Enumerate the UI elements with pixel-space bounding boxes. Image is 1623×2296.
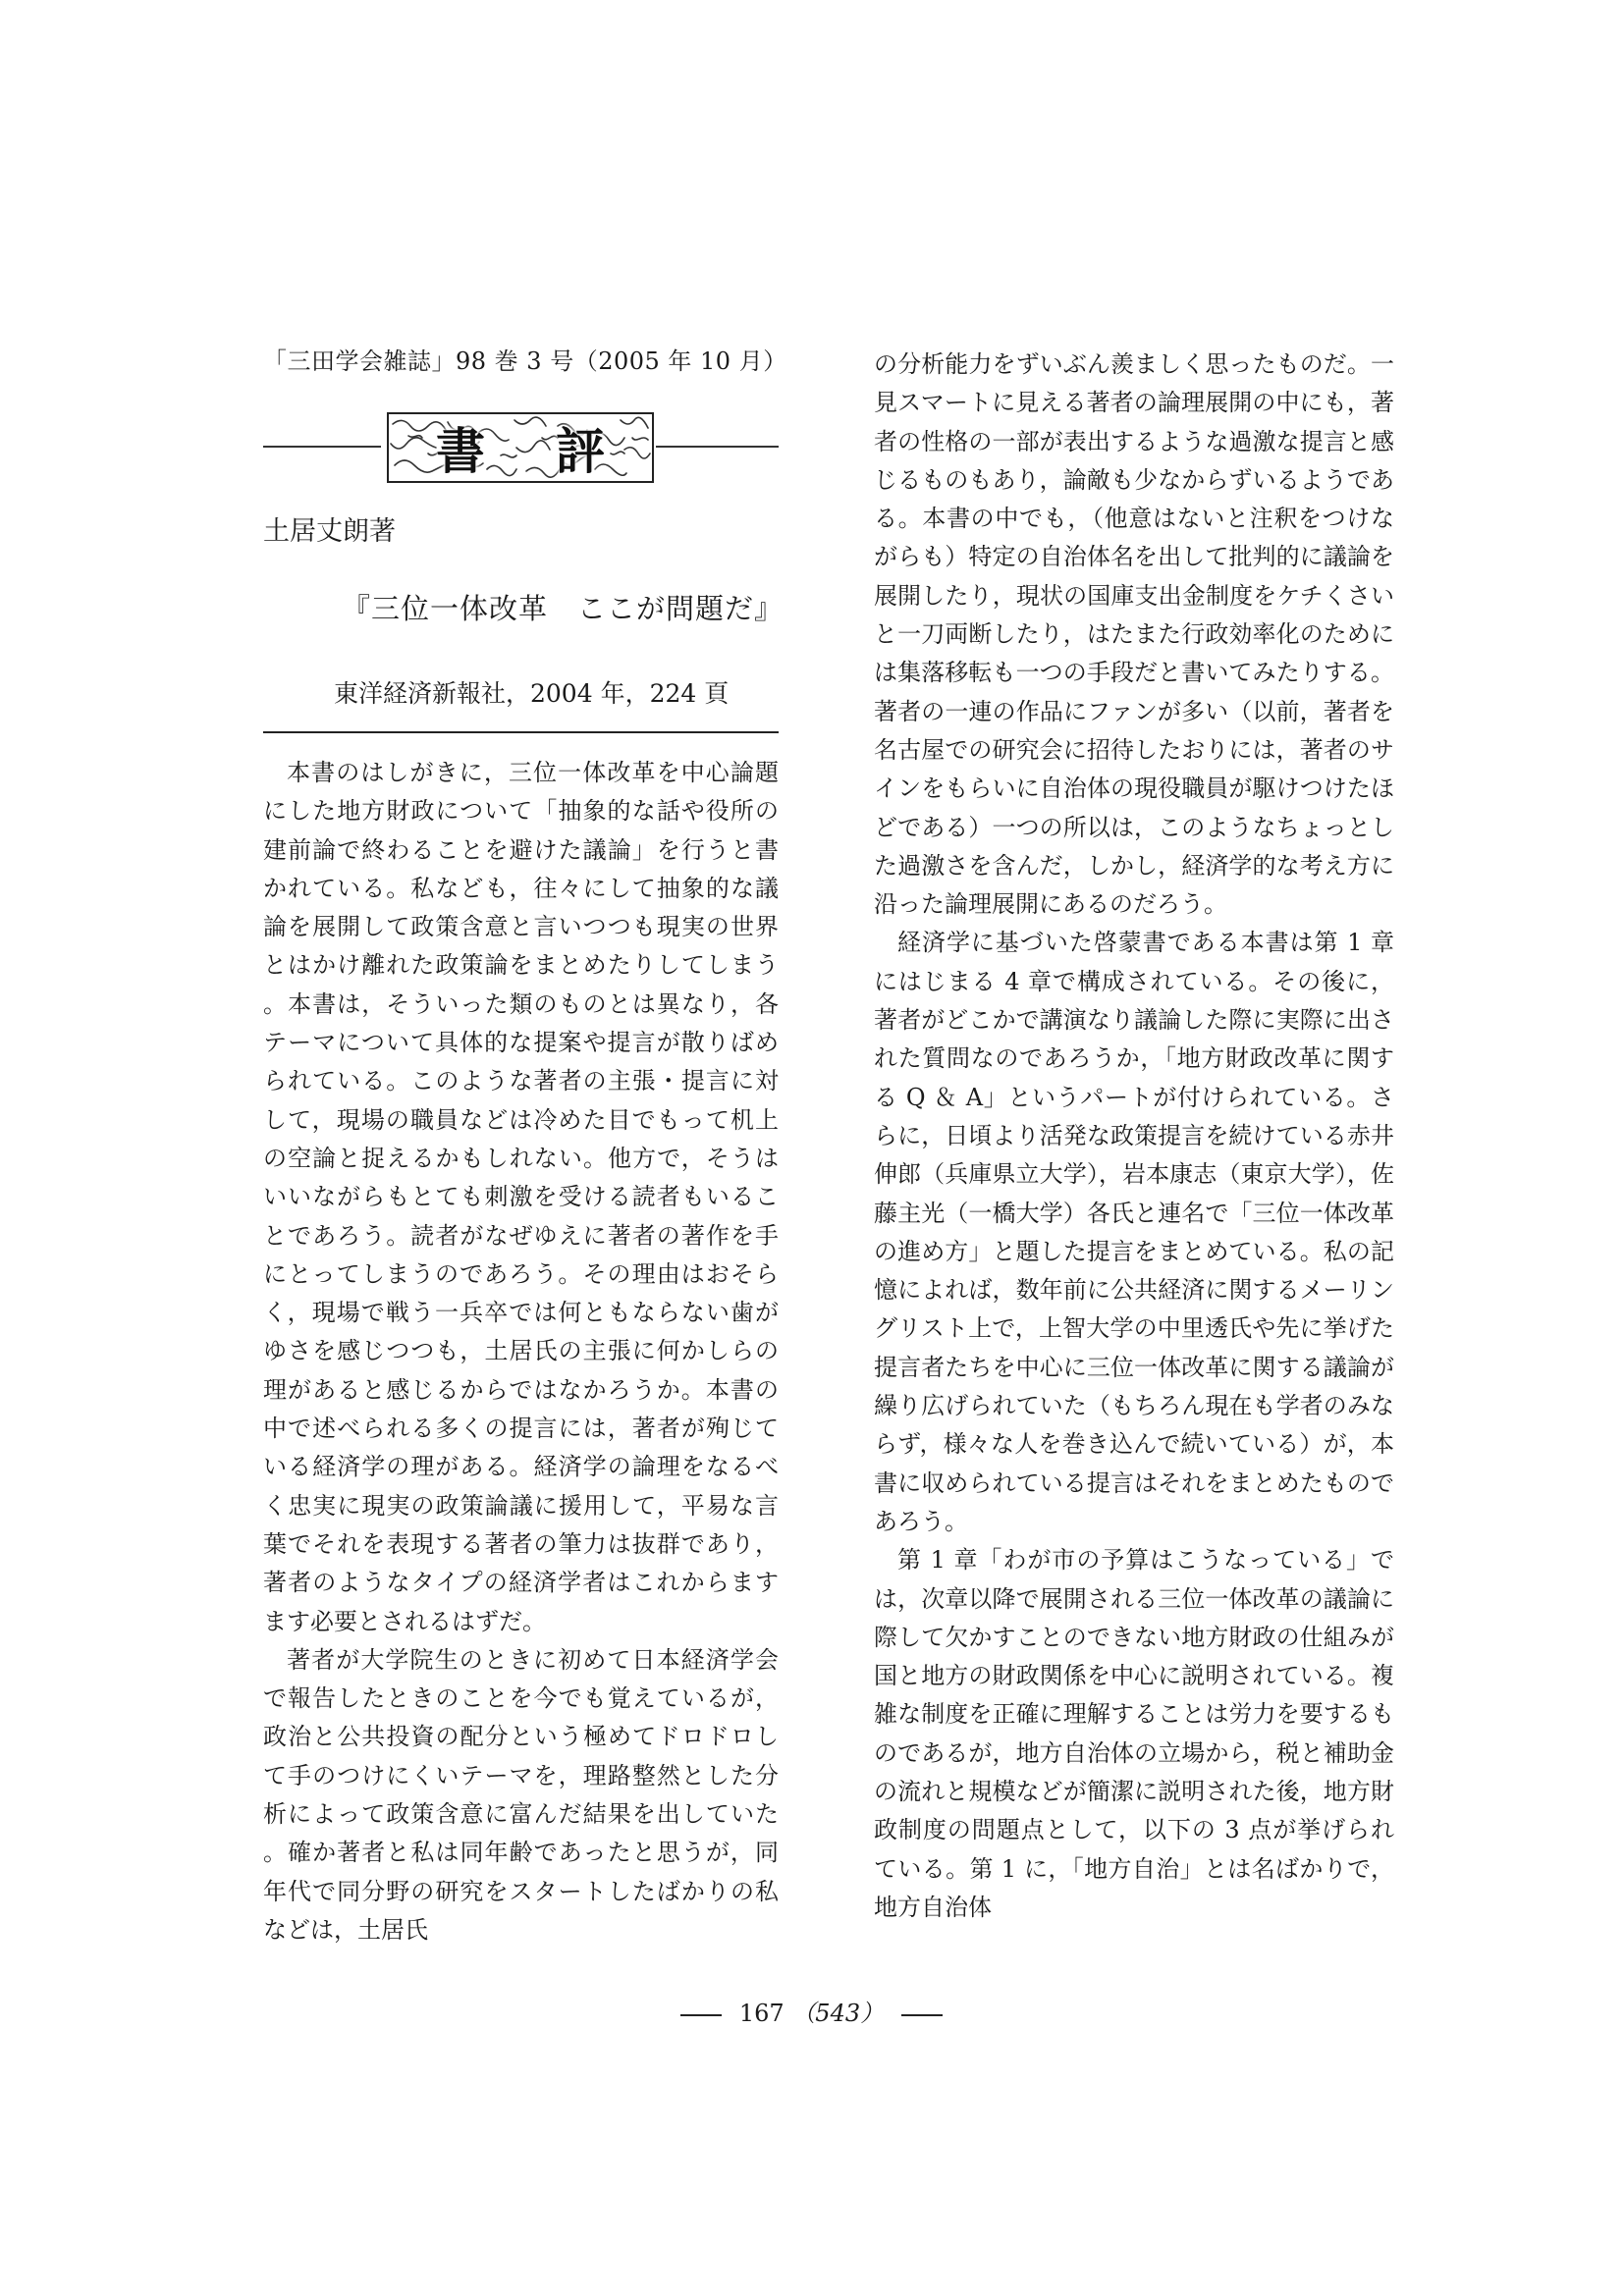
- section-title: [389, 414, 652, 481]
- publisher-info: 東洋経済新報社，2004 年，224 頁: [334, 679, 730, 708]
- banner-rule-left: [263, 446, 381, 448]
- paragraph: 著者が大学院生のときに初めて日本経済学会で報告したときのことを今でも覚えているが，政治と公共投資の配分という極めてドロドロして手のつけにくいテーマを，理路整然とした分析によって政策含意に富んだ結果を出していた。確か著者と私は同年齢であったと思うが，同年代で同分野の研究をスタートしたばかりの私などは，土居氏: [263, 1645, 779, 1944]
- page-footer: [0, 1998, 1623, 2029]
- paragraph: 本書のはしがきに，三位一体改革を中心論題にした地方財政について「抽象的な話や役所の建前論で終わることを避けた議論」を行うと書かれている。私なども，往々にして抽象的な議論を展開して政策含意と言いつつも現実の世界とはかけ離れた政策論をまとめたりしてしまう。本書は，そういった類のものとは異なり，各テーマについて具体的な提案や提言が散りばめられている。このような著者の主張・提言に対して，現場の職員などは冷めた目でもって机上の空論と捉えるかもしれない。他方で，そうはいいながらもとても刺激を受ける読者もいることであろう。読者がなぜゆえに著者の著作を手にとってしまうのであろう。その理由はおそらく，現場で戦う一兵卒では何ともならない歯がゆさを感じつつも，土居氏の主張に何かしらの理があると感じるからではなかろうか。本書の中で述べられる多くの提言には，著者が殉じている経済学の理がある。経済学の論理をなるべく忠実に現実の政策論議に援用して，平易な言葉でそれを表現する著者の筆力は抜群であり，著者のようなタイプの経済学者はこれからますます必要とされるはずだ。: [263, 759, 779, 1635]
- cumulative-page-number: （543）: [791, 2000, 885, 2027]
- section-title-box: [387, 412, 654, 483]
- banner-rule-right: [656, 446, 779, 448]
- section-title-char-2: 評: [556, 422, 605, 480]
- footer-dash-left: [680, 2014, 722, 2016]
- section-banner: [263, 412, 779, 481]
- section-title-char-1: 書: [436, 422, 485, 480]
- header-divider: [263, 731, 779, 733]
- paragraph: 経済学に基づいた啓蒙書である本書は第 1 章にはじまる 4 章で構成されている。その後に，著者がどこかで講演なり議論した際に実際に出された質問なのであろうか，「地方財政改革に関する Q ＆ A」というパートが付けられている。さらに，日頃より活発な政策提言を続けている赤井伸郎（兵庫県立大学），岩本康志（東京大学），佐藤主光（一橋大学）各氏と連名で「三位一体改革の進め方」と題した提言をまとめている。私の記憶によれば，数年前に公共経済に関するメーリングリスト上で，上智大学の中里透氏や先に挙げた提言者たちを中心に三位一体改革に関する議論が繰り広げられていた（もちろん現在も学者のみならず，様々な人を巻き込んで続いている）が，本書に収められている提言はそれをまとめたものであろう。: [874, 929, 1394, 1535]
- page-number: 167: [738, 2000, 784, 2027]
- paragraph: 第 1 章「わが市の予算はこうなっている」では，次章以降で展開される三位一体改革の議論に際して欠かすことのできない地方財政の仕組みが国と地方の財政関係を中心に説明されている。複雑な制度を正確に理解することは労力を要するものであるが，地方自治体の立場から，税と補助金の流れと規模などが簡潔に説明された後，地方財政制度の問題点として，以下の 3 点が挙げられている。第 1 に，「地方自治」とは名ばかりで，地方自治体: [874, 1546, 1394, 1921]
- left-body-text: [263, 754, 779, 1949]
- journal-citation: 「三田学会雑誌」98 巻 3 号（2005 年 10 月）: [263, 347, 787, 375]
- right-body-text: [874, 346, 1394, 1927]
- review-author: 土居丈朗著: [263, 516, 396, 547]
- book-title: 『三位一体改革 ここが問題だ』: [342, 592, 784, 625]
- paragraph: の分析能力をずいぶん羨ましく思ったものだ。一見スマートに見える著者の論理展開の中にも，著者の性格の一部が表出するような過激な提言と感じるものもあり，論敵も少なからずいるようである。本書の中でも，（他意はないと注釈をつけながらも）特定の自治体名を出して批判的に議論を展開したり，現状の国庫支出金制度をケチくさいと一刀両断したり，はたまた行政効率化のためには集落移転も一つの手段だと書いてみたりする。著者の一連の作品にファンが多い（以前，著者を名古屋での研究会に招待したおりには，著者のサインをもらいに自治体の現役職員が駆けつけたほどである）一つの所以は，このようなちょっとした過激さを含んだ，しかし，経済学的な考え方に沿った論理展開にあるのだろう。: [874, 350, 1394, 919]
- footer-dash-right: [901, 2014, 943, 2016]
